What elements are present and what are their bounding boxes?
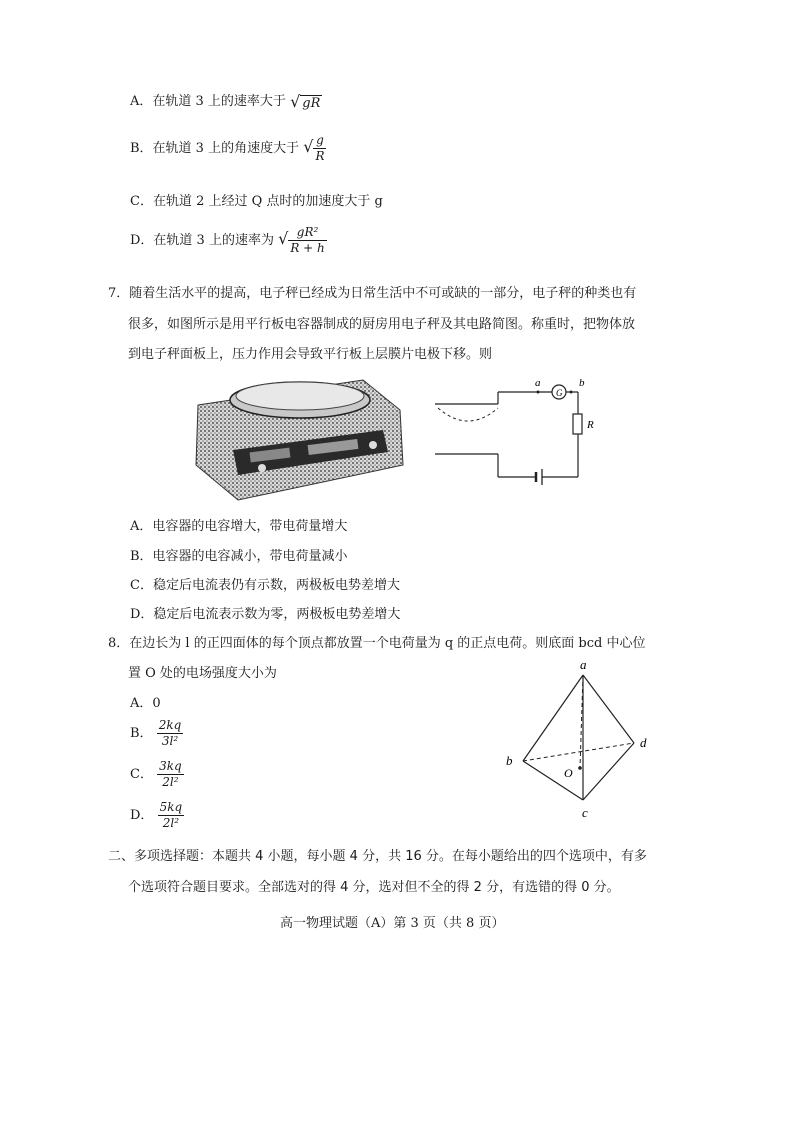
section-2-heading-line-1: 二、多项选择题：本题共 4 小题，每小题 4 分，共 16 分。在每小题给出的四个选项中，有多 — [108, 849, 647, 864]
numerator: 2kq — [158, 718, 182, 732]
numerator: 3kq — [159, 759, 182, 773]
denominator: R + h — [290, 241, 325, 255]
point-a-label: a — [535, 377, 541, 389]
section-2-heading-line-2: 个选项符合题目要求。全部选对的得 4 分，选对但不全的得 2 分，有选错的得 0 分。 — [128, 880, 620, 895]
vertex-b-label: b — [506, 753, 513, 768]
q6-option-c: C．在轨道 2 上经过 Q 点时的加速度大于 g — [130, 194, 383, 209]
radicand: gR — [302, 96, 321, 111]
sqrt-expression: √ gR — [290, 92, 321, 111]
vertex-d-label: d — [640, 735, 647, 750]
option-label: B． — [130, 726, 153, 741]
vertex-a-label: a — [580, 657, 587, 672]
numerator: gR² — [288, 225, 326, 241]
denominator: 2l² — [162, 775, 179, 789]
tetrahedron-figure — [500, 655, 670, 825]
center-o-label: O — [564, 766, 573, 780]
q7-option-b: B．电容器的电容减小，带电荷量减小 — [130, 549, 348, 564]
q7-option-a: A．电容器的电容增大，带电荷量增大 — [130, 519, 348, 534]
q6-option-a-text: A．在轨道 3 上的速率大于 — [130, 94, 286, 109]
circuit-diagram — [430, 372, 594, 492]
fraction — [158, 800, 185, 831]
q8-option-c — [130, 759, 184, 790]
resistor-label: R — [587, 419, 594, 431]
q6-option-d-text: D．在轨道 3 上的速率为 — [130, 233, 274, 248]
fraction — [313, 133, 326, 164]
galvanometer-label: G — [556, 388, 563, 398]
numerator: 5kq — [159, 800, 183, 814]
q7-stem-line-3: 到电子秤面板上，压力作用会导致平行板上层膜片电极下移。则 — [128, 347, 493, 362]
q7-option-d: D．稳定后电流表示数为零，两极板电势差增大 — [130, 607, 401, 622]
q8-stem-line-2: 置 O 处的电场强度大小为 — [128, 666, 277, 681]
page-footer: 高一物理试题（A）第 3 页（共 8 页） — [280, 916, 505, 931]
resistor-icon — [573, 414, 582, 434]
q7-stem-line-2: 很多，如图所示是用平行板电容器制成的厨房用电子秤及其电路简图。称重时，把物体放 — [128, 317, 636, 332]
fraction — [288, 225, 326, 256]
option-label: D． — [130, 808, 154, 823]
q6-option-a — [130, 90, 322, 111]
numerator: g — [313, 133, 326, 149]
point-b-label: b — [579, 377, 585, 389]
center-point-o — [578, 766, 582, 770]
option-label: C． — [130, 767, 153, 782]
denominator: 2l² — [162, 816, 180, 830]
denominator: 3l² — [161, 734, 179, 748]
vertex-c-label: c — [582, 805, 588, 820]
q8-stem-line-1: 8．在边长为 l 的正四面体的每个顶点都放置一个电荷量为 q 的正点电荷。则底面 bcd 中心位 — [108, 636, 646, 651]
q8-option-b — [130, 718, 183, 749]
membrane-deformation — [438, 408, 498, 421]
electronic-scale-photo — [188, 370, 408, 505]
q7-option-c: C．稳定后电流表仍有示数，两极板电势差增大 — [130, 578, 400, 593]
q8-option-d — [130, 800, 184, 831]
q6-option-b: B．在轨道 3 上的角速度大于 √ $\frac{g}{R}$ — [130, 133, 325, 163]
q6-option-b-text: B．在轨道 3 上的角速度大于 — [130, 141, 300, 156]
fraction — [157, 718, 184, 749]
fraction — [157, 759, 184, 790]
denominator: R — [315, 149, 325, 163]
q7-stem-line-1: 7．随着生活水平的提高，电子秤已经成为日常生活中不可或缺的一部分，电子秤的种类也有 — [108, 286, 637, 301]
q8-option-a: A．0 — [130, 696, 161, 711]
q6-option-d: D．在轨道 3 上的速率为 √ $\frac{\text{gR²}}{R + h}$ — [130, 225, 325, 255]
